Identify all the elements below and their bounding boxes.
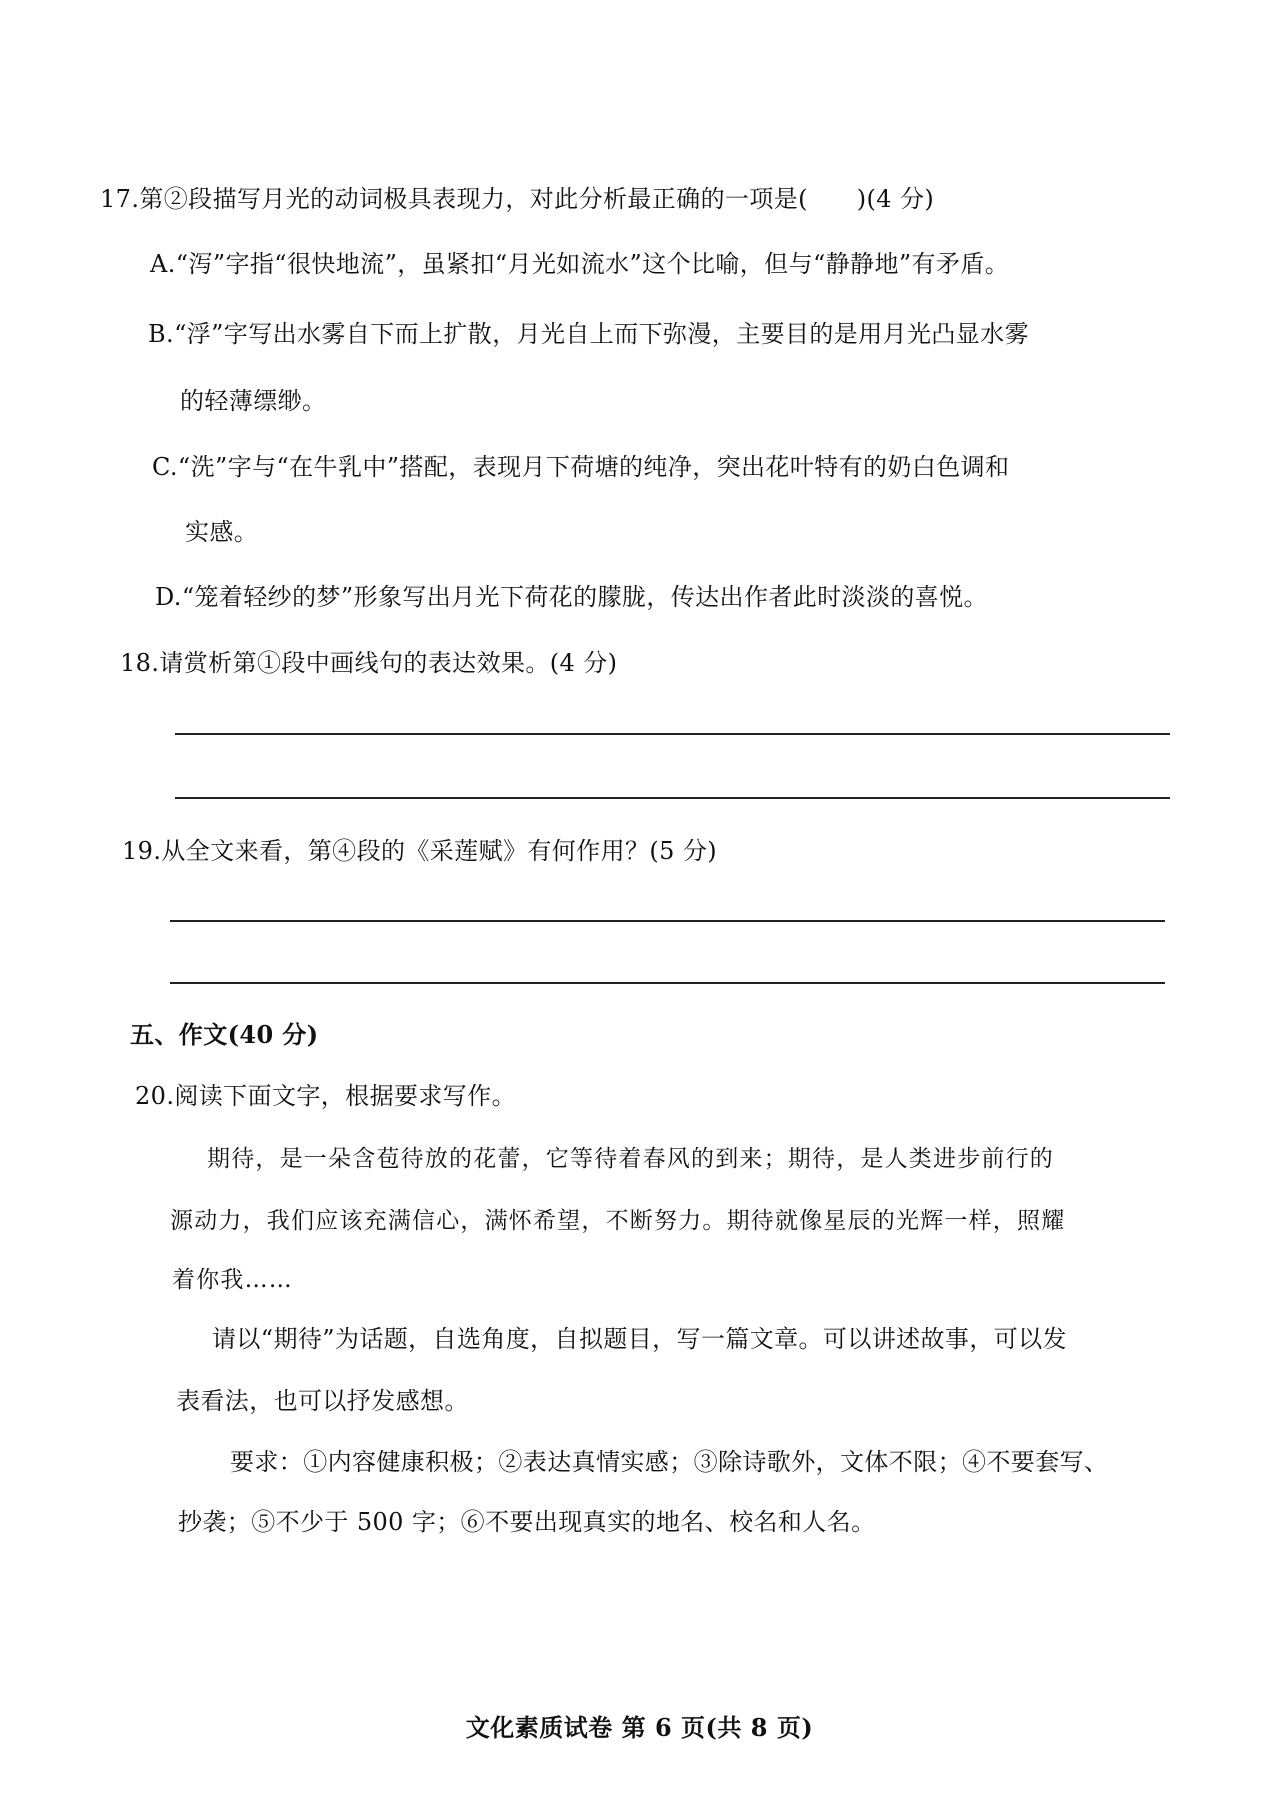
essay-task-line2: 表看法，也可以抒发感想。 [176, 1387, 469, 1415]
question-17-option-c-line1: C.“洗”字与“在牛乳中”搭配，表现月下荷塘的纯净，突出花叶特有的奶白色调和 [152, 453, 1010, 481]
answer-line-18-2 [175, 797, 1170, 799]
question-17-option-a: A.“泻”字指“很快地流”，虽紧扣“月光如流水”这个比喻，但与“静静地”有矛盾。 [150, 250, 1010, 278]
question-18-stem: 18.请赏析第①段中画线句的表达效果。(4 分) [120, 649, 618, 677]
essay-material-line1: 期待，是一朵含苞待放的花蕾，它等待着春风的到来；期待，是人类进步前行的 [207, 1146, 1054, 1172]
question-17-option-d: D.“笼着轻纱的梦”形象写出月光下荷花的朦胧，传达出作者此时淡淡的喜悦。 [155, 583, 988, 611]
essay-material-line3: 着你我…… [172, 1267, 293, 1293]
question-17-option-b-line1: B.“浮”字写出水雾自下而上扩散，月光自上而下弥漫，主要目的是用月光凸显水雾 [148, 320, 1030, 348]
answer-line-18-1 [175, 733, 1170, 735]
question-17-option-b-line2: 的轻薄缥缈。 [180, 387, 327, 415]
essay-requirements-line1: 要求：①内容健康积极；②表达真情实感；③除诗歌外，文体不限；④不要套写、 [230, 1448, 1109, 1476]
question-17-option-c-line2: 实感。 [185, 518, 259, 546]
answer-line-19-2 [170, 982, 1165, 984]
answer-line-19-1 [170, 920, 1165, 922]
essay-task-line1: 请以“期待”为话题，自选角度，自拟题目，写一篇文章。可以讲述故事，可以发 [212, 1325, 1067, 1353]
essay-material-line2: 源动力，我们应该充满信心，满怀希望，不断努力。期待就像星辰的光辉一样，照耀 [170, 1208, 1066, 1234]
question-19-stem: 19.从全文来看，第④段的《采莲赋》有何作用？(5 分) [122, 837, 717, 865]
essay-requirements-line2: 抄袭；⑤不少于 500 字；⑥不要出现真实的地名、校名和人名。 [178, 1508, 876, 1536]
question-20-stem: 20.阅读下面文字，根据要求写作。 [135, 1082, 516, 1110]
page-footer: 文化素质试卷 第 6 页(共 8 页) [465, 1713, 814, 1742]
question-17-stem: 17.第②段描写月光的动词极具表现力，对此分析最正确的一项是( )(4 分) [100, 185, 935, 213]
essay-section-title: 五、作文(40 分) [130, 1020, 319, 1049]
